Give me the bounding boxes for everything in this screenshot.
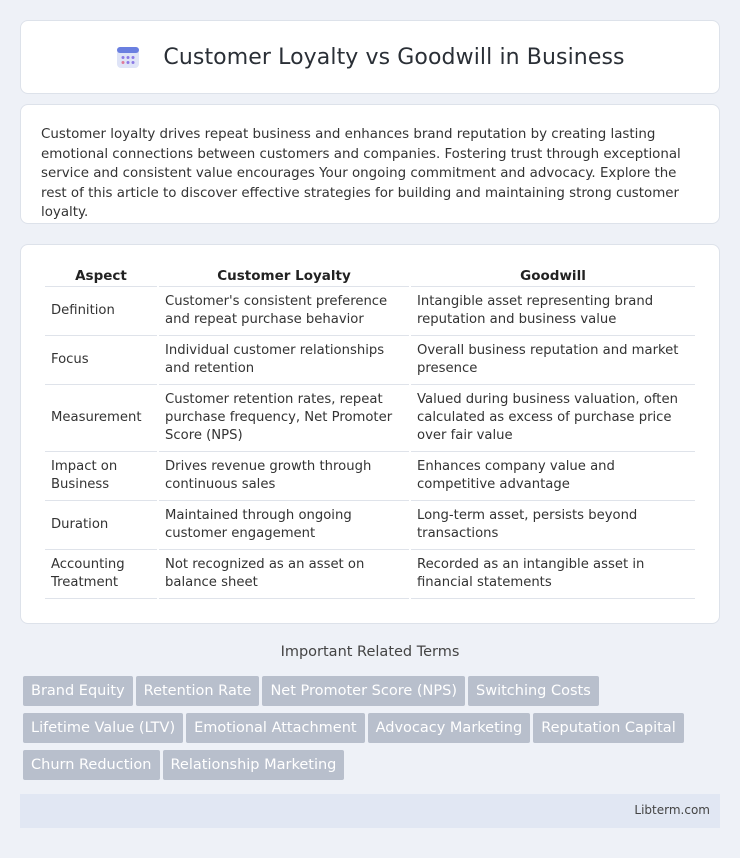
related-term-tag[interactable]: Advocacy Marketing xyxy=(368,713,531,743)
aspect-cell: Measurement xyxy=(45,385,157,452)
intro-card xyxy=(20,104,720,224)
related-term-tag[interactable]: Lifetime Value (LTV) xyxy=(23,713,183,743)
goodwill-cell: Recorded as an intangible asset in financial statements xyxy=(411,550,695,599)
customer-loyalty-cell: Drives revenue growth through continuous sales xyxy=(159,452,409,501)
intro-paragraph: Customer loyalty drives repeat business and enhances brand reputation by creating lasting emotional connections between customers and companies. Fostering trust through exceptional service and consistent value encourages Your ongoing commitment and advocacy. Explore the rest of this article to discover effective strategies for building and maintaining strong customer loyalty. xyxy=(41,127,681,220)
customer-loyalty-cell: Customer's consistent preference and repeat purchase behavior xyxy=(159,287,409,336)
related-terms-list xyxy=(23,676,723,787)
related-term-tag[interactable]: Switching Costs xyxy=(468,676,599,706)
aspect-cell: Accounting Treatment xyxy=(45,550,157,599)
comparison-table xyxy=(43,263,697,599)
page-title: Customer Loyalty vs Goodwill in Business xyxy=(163,44,625,70)
aspect-cell: Duration xyxy=(45,501,157,550)
footer xyxy=(20,794,720,828)
table-row xyxy=(45,287,695,336)
related-term-tag[interactable]: Brand Equity xyxy=(23,676,133,706)
calendar-grid-icon xyxy=(115,44,141,70)
table-row xyxy=(45,452,695,501)
aspect-cell: Impact on Business xyxy=(45,452,157,501)
customer-loyalty-cell: Individual customer relationships and retention xyxy=(159,336,409,385)
aspect-cell: Definition xyxy=(45,287,157,336)
related-terms-heading: Important Related Terms xyxy=(280,644,460,660)
related-term-tag[interactable]: Retention Rate xyxy=(136,676,260,706)
customer-loyalty-cell: Not recognized as an asset on balance sheet xyxy=(159,550,409,599)
related-term-tag[interactable]: Reputation Capital xyxy=(533,713,684,743)
table-row xyxy=(45,385,695,452)
column-header-goodwill: Goodwill xyxy=(411,263,695,287)
related-term-tag[interactable]: Net Promoter Score (NPS) xyxy=(262,676,465,706)
table-row xyxy=(45,336,695,385)
aspect-cell: Focus xyxy=(45,336,157,385)
table-row xyxy=(45,550,695,599)
footer-site-link[interactable]: Libterm.com xyxy=(634,803,710,817)
title-card xyxy=(20,20,720,94)
related-term-tag[interactable]: Relationship Marketing xyxy=(163,750,345,780)
goodwill-cell: Intangible asset representing brand reputation and business value xyxy=(411,287,695,336)
table-row xyxy=(45,501,695,550)
customer-loyalty-cell: Customer retention rates, repeat purchase frequency, Net Promoter Score (NPS) xyxy=(159,385,409,452)
table-header-row xyxy=(45,263,695,287)
related-term-tag[interactable]: Emotional Attachment xyxy=(186,713,364,743)
column-header-customer-loyalty: Customer Loyalty xyxy=(159,263,409,287)
related-term-tag[interactable]: Churn Reduction xyxy=(23,750,160,780)
comparison-table-card xyxy=(20,244,720,624)
goodwill-cell: Enhances company value and competitive advantage xyxy=(411,452,695,501)
column-header-aspect: Aspect xyxy=(45,263,157,287)
goodwill-cell: Valued during business valuation, often calculated as excess of purchase price over fair value xyxy=(411,385,695,452)
goodwill-cell: Long-term asset, persists beyond transactions xyxy=(411,501,695,550)
customer-loyalty-cell: Maintained through ongoing customer engagement xyxy=(159,501,409,550)
goodwill-cell: Overall business reputation and market presence xyxy=(411,336,695,385)
